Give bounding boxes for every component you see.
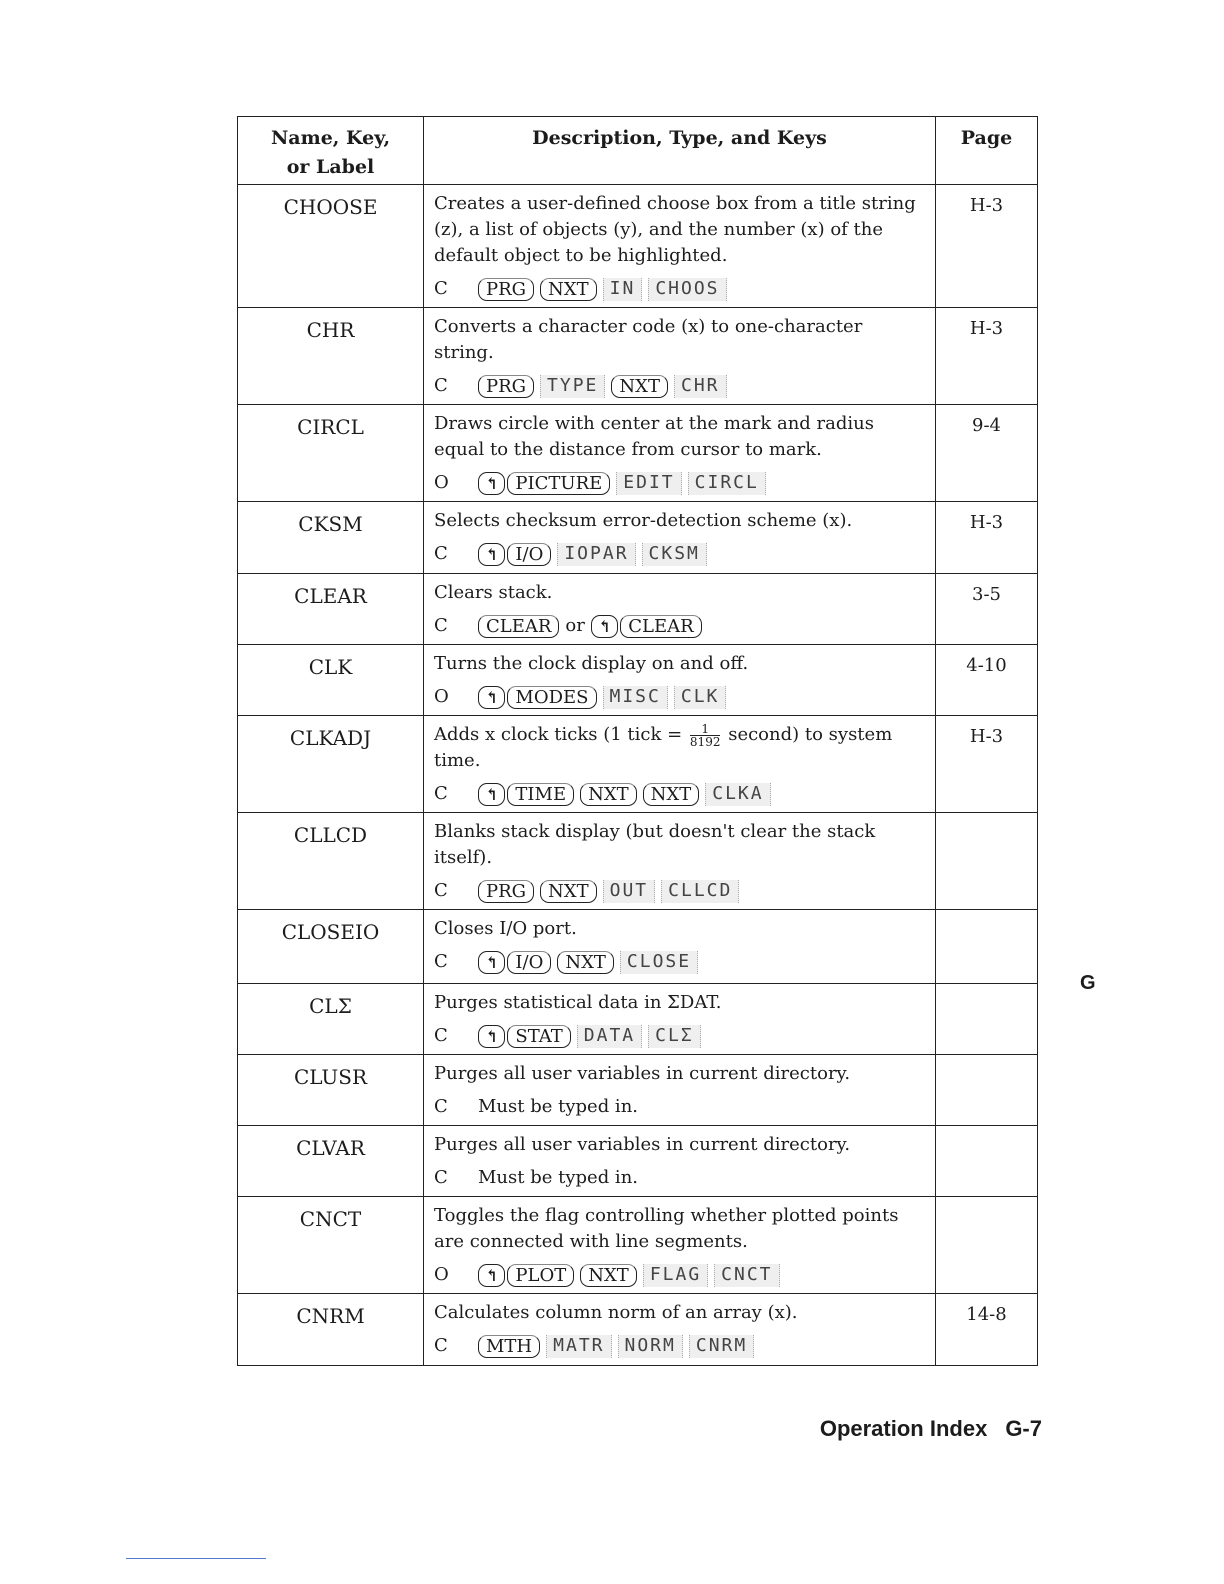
operation-type: C [434,951,448,972]
menu-label: CHOOS [648,278,726,301]
menu-label: CNRM [689,1335,754,1358]
operation-name: CKSM [238,502,424,574]
menu-label: CLΣ [648,1025,701,1048]
page-reference [936,1126,1038,1197]
operation-description-cell [424,1294,936,1366]
menu-label: IOPAR [557,543,635,566]
keyboard-key: PRG [478,880,534,903]
menu-label: FLAG [643,1264,708,1287]
page-reference: 4-10 [936,645,1038,716]
key-sequence [434,1093,925,1121]
operation-name: CHR [238,308,424,405]
menu-label: CLKA [705,783,770,806]
keyboard-key: MODES [507,686,596,709]
description-text: Blanks stack display (but doesn't clear the stack itself). [434,821,876,868]
keyboard-key: I/O [507,951,551,974]
operation-description-cell [424,405,936,502]
operation-type: O [434,1264,449,1285]
table-row [238,405,1038,502]
menu-label: IN [603,278,643,301]
keyboard-key: STAT [507,1025,570,1048]
page-reference: H-3 [936,308,1038,405]
table-row [238,645,1038,716]
page-footer [820,1416,1042,1442]
operation-type: C [434,1096,448,1117]
table-row [238,308,1038,405]
left-shift-key-icon: ↰ [478,1264,505,1287]
operation-type: C [434,543,448,564]
operation-type: C [434,278,448,299]
menu-label: MISC [603,686,668,709]
note-text: Must be typed in. [478,1096,639,1117]
page-reference: H-3 [936,716,1038,813]
fraction-numerator: 1 [690,723,721,736]
menu-label: CNCT [714,1264,779,1287]
description-text: Creates a user-defined choose box from a title string (z), a list of objects (y), and the number (x) of the default object to be highlighted. [434,193,916,266]
menu-label: TYPE [540,375,605,398]
header-name [238,117,424,185]
keyboard-key: CLEAR [620,615,701,638]
key-sequence [434,683,925,711]
page-reference: 14-8 [936,1294,1038,1366]
description-text: Draws circle with center at the mark and radius equal to the distance from cursor to mark. [434,413,874,460]
table-row [238,185,1038,308]
description-text: Purges statistical data in ΣDAT. [434,992,722,1013]
menu-label: OUT [603,880,656,903]
description-part: second) to system time. [434,724,893,771]
operation-description-cell [424,185,936,308]
menu-label: CKSM [642,543,707,566]
description-text: Purges all user variables in current directory. [434,1063,851,1084]
operation-name: CNRM [238,1294,424,1366]
keyboard-key: NXT [540,880,597,903]
left-shift-key-icon: ↰ [478,783,505,806]
left-shift-key-icon: ↰ [478,951,505,974]
description-text: Clears stack. [434,582,553,603]
keyboard-key: NXT [611,375,668,398]
left-shift-key-icon: ↰ [591,615,618,638]
keyboard-key: PRG [478,278,534,301]
operation-index-table [237,116,1038,1366]
operation-description-cell [424,910,936,984]
keyboard-key: NXT [540,278,597,301]
left-shift-key-icon: ↰ [478,1025,505,1048]
operation-description-cell [424,984,936,1055]
keyboard-key: I/O [507,543,551,566]
operation-name: CHOOSE [238,185,424,308]
operation-name: CLUSR [238,1055,424,1126]
table-body [238,185,1038,1366]
operation-type: C [434,1025,448,1046]
key-sequence [434,780,925,808]
description-text: Calculates column norm of an array (x). [434,1302,798,1323]
key-sequence [434,469,925,497]
operation-description-cell [424,574,936,645]
footer-page-number: G-7 [1005,1416,1042,1441]
operation-name: CLΣ [238,984,424,1055]
operation-type: C [434,615,448,636]
operation-type: C [434,1167,448,1188]
table-row [238,1055,1038,1126]
left-shift-key-icon: ↰ [478,543,505,566]
operation-description-cell [424,645,936,716]
table-row [238,716,1038,813]
page-reference [936,1197,1038,1294]
operation-description-cell [424,502,936,574]
menu-label: CLK [674,686,727,709]
note-text: Must be typed in. [478,1167,639,1188]
description-text [434,722,925,774]
description-text: Selects checksum error-detection scheme (x). [434,510,853,531]
or-text: or [565,615,585,636]
left-shift-key-icon: ↰ [478,686,505,709]
page-reference [936,1055,1038,1126]
keyboard-key: NXT [557,951,614,974]
header-name-line1: Name, Key, [270,127,391,149]
keyboard-key: TIME [507,783,574,806]
footer-title: Operation Index [819,1416,988,1441]
description-text: Closes I/O port. [434,918,577,939]
section-tab-letter: G [1080,972,1096,994]
operation-name: CIRCL [238,405,424,502]
table-row [238,1197,1038,1294]
page-reference: H-3 [936,185,1038,308]
operation-name: CLOSEIO [238,910,424,984]
key-sequence [434,275,925,303]
key-sequence [434,372,925,400]
header-name-line2: or Label [286,156,375,178]
menu-label: DATA [577,1025,642,1048]
key-sequence [434,1164,925,1192]
operation-description-cell [424,813,936,910]
menu-label: NORM [618,1335,683,1358]
keyboard-key: NXT [580,1264,637,1287]
operation-type: C [434,880,448,901]
operation-type: C [434,1335,448,1356]
operation-name: CLVAR [238,1126,424,1197]
menu-label: EDIT [616,472,681,495]
description-text: Turns the clock display on and off. [434,653,749,674]
operation-description-cell [424,1197,936,1294]
keyboard-key: NXT [643,783,700,806]
description-text: Converts a character code (x) to one-character string. [434,316,863,363]
header-page: Page [936,117,1038,185]
key-sequence [434,1022,925,1050]
fraction-denominator: 8192 [689,734,721,749]
table-row [238,910,1038,984]
key-sequence [434,1261,925,1289]
keyboard-key: PRG [478,375,534,398]
left-shift-key-icon: ↰ [478,472,505,495]
table-row [238,1126,1038,1197]
key-sequence [434,948,925,976]
operation-name: CLEAR [238,574,424,645]
operation-type: C [434,375,448,396]
description-text: Purges all user variables in current directory. [434,1134,851,1155]
menu-label: CHR [674,375,727,398]
menu-label: CLLCD [661,880,739,903]
operation-description-cell [424,1126,936,1197]
header-description: Description, Type, and Keys [424,117,936,185]
page-reference [936,813,1038,910]
page-reference: H-3 [936,502,1038,574]
page-reference [936,910,1038,984]
table-row [238,813,1038,910]
description-part: Adds x clock ticks (1 tick = [434,724,683,745]
menu-label: CLOSE [620,951,698,974]
menu-label: CIRCL [688,472,766,495]
keyboard-key: CLEAR [478,615,559,638]
page-reference [936,984,1038,1055]
keyboard-key: PLOT [507,1264,574,1287]
operation-description-cell [424,308,936,405]
operation-name: CLKADJ [238,716,424,813]
operation-type: O [434,686,449,707]
table-row [238,984,1038,1055]
operation-name: CLK [238,645,424,716]
fraction [690,723,721,748]
operation-name: CLLCD [238,813,424,910]
table-row [238,1294,1038,1366]
table-row [238,502,1038,574]
page-reference: 3-5 [936,574,1038,645]
bottom-rule [126,1558,266,1559]
keyboard-key: NXT [580,783,637,806]
keyboard-key: MTH [478,1335,540,1358]
operation-description-cell [424,716,936,813]
key-sequence [434,877,925,905]
key-sequence [434,540,925,568]
operation-description-cell [424,1055,936,1126]
menu-label: MATR [546,1335,611,1358]
page-reference: 9-4 [936,405,1038,502]
operation-type: C [434,783,448,804]
table-row [238,574,1038,645]
key-sequence [434,612,925,640]
operation-name: CNCT [238,1197,424,1294]
table-header-row [238,117,1038,185]
key-sequence [434,1332,925,1360]
keyboard-key: PICTURE [507,472,610,495]
operation-type: O [434,472,449,493]
description-text: Toggles the flag controlling whether plotted points are connected with line segments. [434,1205,899,1252]
